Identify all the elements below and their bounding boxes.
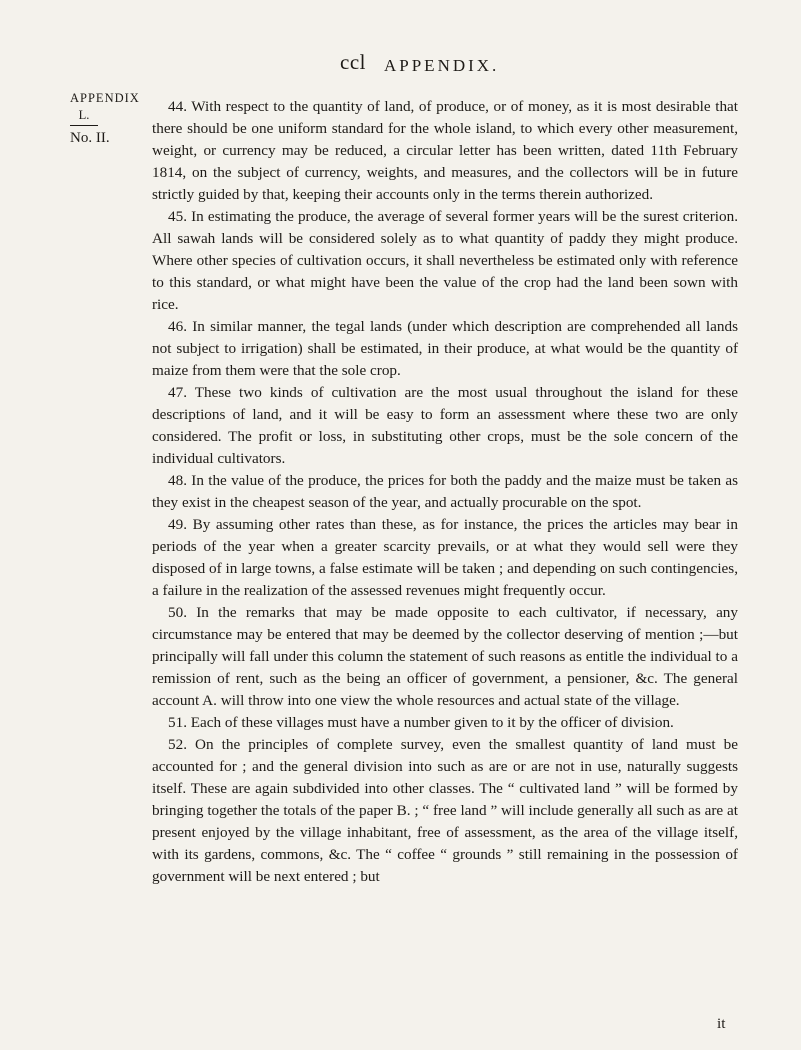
paragraph-51: 51. Each of these villages must have a number given to it by the officer of division. — [168, 714, 674, 731]
paragraph-48: 48. In the value of the produce, the prices for both the paddy and the maize must be taken as they exist in the cheapest season of the year, and actually procurable on the spot. — [152, 472, 738, 511]
paragraph-52: 52. On the principles of complete survey, even the smallest quantity of land must be accounted for ; and the general division into such as are or are not in use, naturally suggests itself. These are again subdivided into other classes. The “ cultivated land ” will be formed by bringing together the totals of the paper B. ; “ free land ” will include generally all such as are at present enjoyed by the village inhabitant, free of assessment, as the area of the village itself, with its gardens, commons, &c. The “ coffee “ grounds ” still remaining in the possession of government will be next entered ; but — [152, 736, 738, 885]
paragraph-50: 50. In the remarks that may be made opposite to each cultivator, if necessary, any circumstance may be entered that may be deemed by the collector deserving of mention ;—but principally will fall under this column the statement of such reasons as entitle the individual to a remission of rent, such as the being an officer of government, a pensioner, &c. The general account A. will throw into one view the whole resources and actual state of the village. — [152, 604, 738, 709]
margin-note-number: No. II. — [70, 130, 110, 146]
margin-note-letter: L. — [70, 107, 98, 126]
paragraph-45: 45. In estimating the produce, the average of several former years will be the surest criterion. All sawah lands will be considered solely as to what quantity of paddy they might produce. Where other species of cultivation occurs, it shall nevertheless be estimated only with reference to this standard, or what might have been the value of the crop had the land been sown with rice. — [152, 208, 738, 313]
body-text — [152, 96, 738, 888]
paragraph-46: 46. In similar manner, the tegal lands (under which description are comprehended all lands not subject to irrigation) shall be estimated, in their produce, at what would be the quantity of maize from them were that the sole crop. — [152, 318, 738, 379]
catchword: it — [717, 1015, 726, 1032]
margin-note — [70, 90, 150, 147]
paragraph-47: 47. These two kinds of cultivation are the most usual throughout the island for these descriptions of land, and it will be easy to form an assessment where these two are only considered. The profit or loss, in substituting other crops, must be the sole concern of the individual cultivators. — [152, 384, 738, 467]
paragraph-49: 49. By assuming other rates than these, as for instance, the prices the articles may bear in periods of the year when a greater scarcity prevails, or at what they would sell were they disposed of in large towns, a false estimate will be taken ; and depending on such contingencies, a failure in the realization of the assessed revenues might frequently occur. — [152, 516, 738, 599]
page-number: ccl — [340, 50, 366, 74]
margin-note-label: APPENDIX — [70, 91, 140, 105]
running-head: APPENDIX. — [384, 56, 500, 75]
paragraph-44: 44. With respect to the quantity of land, of produce, or of money, as it is most desirable that there should be one uniform standard for the whole island, to which every other measurement, weight, or currency may be reduced, a circular letter has been written, dated 11th February 1814, on the subject of currency, weights, and measures, and the collectors will be in future strictly guided by that, keeping their accounts only in the terms therein authorized. — [152, 98, 738, 203]
